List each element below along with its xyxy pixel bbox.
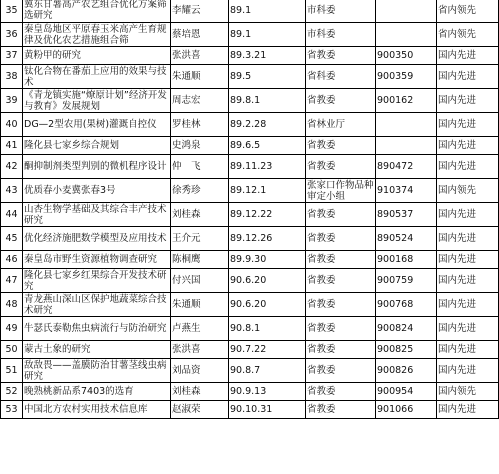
registration-number: 900954 bbox=[376, 383, 437, 401]
completion-date: 90.8.7 bbox=[229, 359, 306, 383]
appraisal-department: 市科委 bbox=[306, 0, 376, 23]
project-title: 隆化县七家乡红果综合开发技术研究 bbox=[23, 269, 171, 293]
table-row bbox=[1, 293, 499, 317]
project-title: 晚熟桃新品系7403的选育 bbox=[23, 383, 171, 401]
project-title: 钛化合物在番茄上应用的效果与技术 bbox=[23, 65, 171, 89]
registration-number: 900359 bbox=[376, 65, 437, 89]
lead-researcher: 赵淑荣 bbox=[171, 401, 229, 419]
lead-researcher: 朱通顺 bbox=[171, 65, 229, 89]
completion-date: 89.3.21 bbox=[229, 47, 306, 65]
lead-researcher: 王介元 bbox=[171, 227, 229, 251]
project-title: 冀东甘薯高产农艺组合优化方案筛选研究 bbox=[23, 0, 171, 23]
achievement-level: 国内先进 bbox=[437, 227, 499, 251]
appraisal-department: 省教委 bbox=[306, 317, 376, 341]
completion-date: 89.12.1 bbox=[229, 179, 306, 203]
lead-researcher: 朱通顺 bbox=[171, 293, 229, 317]
table-row bbox=[1, 341, 499, 359]
completion-date: 90.6.20 bbox=[229, 269, 306, 293]
registration-number: 900826 bbox=[376, 359, 437, 383]
table-body bbox=[1, 0, 499, 419]
registration-number: 900824 bbox=[376, 317, 437, 341]
appraisal-department: 省教委 bbox=[306, 293, 376, 317]
table-row bbox=[1, 317, 499, 341]
registration-number: 890524 bbox=[376, 227, 437, 251]
completion-date: 89.2.28 bbox=[229, 113, 306, 137]
table-row bbox=[1, 383, 499, 401]
project-title: 优化经济施肥数学模型及应用技术 bbox=[23, 227, 171, 251]
table-row bbox=[1, 137, 499, 155]
project-title: 中国北方农村实用技术信息库 bbox=[23, 401, 171, 419]
project-title: 《青龙镇实施“燎原计划”经济开发与教育》发展规划 bbox=[23, 89, 171, 113]
appraisal-department: 省科委 bbox=[306, 65, 376, 89]
table-row bbox=[1, 89, 499, 113]
lead-researcher: 周志宏 bbox=[171, 89, 229, 113]
row-number: 52 bbox=[1, 383, 23, 401]
achievement-level: 国内先进 bbox=[437, 251, 499, 269]
project-title: 优质春小麦冀张春3号 bbox=[23, 179, 171, 203]
achievement-level: 国内先进 bbox=[437, 359, 499, 383]
lead-researcher: 刘品资 bbox=[171, 359, 229, 383]
achievement-level: 国内先进 bbox=[437, 65, 499, 89]
registration-number: 910374 bbox=[376, 179, 437, 203]
lead-researcher: 徐秀珍 bbox=[171, 179, 229, 203]
lead-researcher: 蔡培恩 bbox=[171, 23, 229, 47]
lead-researcher: 罗桂林 bbox=[171, 113, 229, 137]
achievement-level: 国内先进 bbox=[437, 137, 499, 155]
achievement-level: 国内先进 bbox=[437, 269, 499, 293]
row-number: 44 bbox=[1, 203, 23, 227]
row-number: 37 bbox=[1, 47, 23, 65]
table-row bbox=[1, 227, 499, 251]
row-number: 39 bbox=[1, 89, 23, 113]
completion-date: 89.1 bbox=[229, 23, 306, 47]
achievement-level: 国内先进 bbox=[437, 293, 499, 317]
row-number: 46 bbox=[1, 251, 23, 269]
registration-number bbox=[376, 0, 437, 23]
appraisal-department: 省教委 bbox=[306, 155, 376, 179]
registration-number: 890537 bbox=[376, 203, 437, 227]
completion-date: 89.9.30 bbox=[229, 251, 306, 269]
row-number: 45 bbox=[1, 227, 23, 251]
appraisal-department: 省教委 bbox=[306, 251, 376, 269]
appraisal-department: 省教委 bbox=[306, 227, 376, 251]
completion-date: 89.8.1 bbox=[229, 89, 306, 113]
table-row bbox=[1, 251, 499, 269]
achievement-level: 国内先进 bbox=[437, 155, 499, 179]
project-title: 牛瑟氏泰勒焦虫病流行与防治研究 bbox=[23, 317, 171, 341]
achievement-level: 省内领先 bbox=[437, 23, 499, 47]
row-number: 51 bbox=[1, 359, 23, 383]
registration-number: 900168 bbox=[376, 251, 437, 269]
project-title: 秦皇岛市野生资源植物调查研究 bbox=[23, 251, 171, 269]
table-row bbox=[1, 269, 499, 293]
lead-researcher: 陈桐鹰 bbox=[171, 251, 229, 269]
project-title: 敌敌畏——盖膜防治甘薯茎线虫病研究 bbox=[23, 359, 171, 383]
registration-number: 890472 bbox=[376, 155, 437, 179]
appraisal-department: 省教委 bbox=[306, 47, 376, 65]
table-row bbox=[1, 23, 499, 47]
row-number: 48 bbox=[1, 293, 23, 317]
achievement-level: 国内先进 bbox=[437, 113, 499, 137]
row-number: 53 bbox=[1, 401, 23, 419]
project-title: 隆化县七家乡综合规划 bbox=[23, 137, 171, 155]
project-title: DG—2型农用(果树)灌溉自控仪 bbox=[23, 113, 171, 137]
registration-number: 900825 bbox=[376, 341, 437, 359]
table-row bbox=[1, 0, 499, 23]
appraisal-department: 省教委 bbox=[306, 89, 376, 113]
project-title: 山杏生物学基础及其综合丰产技术研究 bbox=[23, 203, 171, 227]
project-title: 秦皇岛地区平原春玉米高产生育规律及优化农艺措施组合筛 bbox=[23, 23, 171, 47]
table-row bbox=[1, 203, 499, 227]
appraisal-department: 省教委 bbox=[306, 359, 376, 383]
completion-date: 90.7.22 bbox=[229, 341, 306, 359]
lead-researcher: 仲 飞 bbox=[171, 155, 229, 179]
lead-researcher: 付兴国 bbox=[171, 269, 229, 293]
project-title: 酮抑制剂类型判别的微机程序设计 bbox=[23, 155, 171, 179]
lead-researcher: 刘桂森 bbox=[171, 203, 229, 227]
achievement-level: 国内先进 bbox=[437, 89, 499, 113]
completion-date: 90.6.20 bbox=[229, 293, 306, 317]
achievement-level: 国内先进 bbox=[437, 203, 499, 227]
table-row bbox=[1, 401, 499, 419]
completion-date: 89.11.23 bbox=[229, 155, 306, 179]
lead-researcher: 张洪喜 bbox=[171, 47, 229, 65]
achievement-level: 国内先进 bbox=[437, 317, 499, 341]
row-number: 47 bbox=[1, 269, 23, 293]
table-row bbox=[1, 179, 499, 203]
row-number: 38 bbox=[1, 65, 23, 89]
row-number: 49 bbox=[1, 317, 23, 341]
completion-date: 90.9.13 bbox=[229, 383, 306, 401]
appraisal-department: 省林业厅 bbox=[306, 113, 376, 137]
appraisal-department: 省教委 bbox=[306, 341, 376, 359]
appraisal-department: 省教委 bbox=[306, 269, 376, 293]
achievement-level: 国内先进 bbox=[437, 341, 499, 359]
appraisal-department: 市科委 bbox=[306, 23, 376, 47]
table-row bbox=[1, 113, 499, 137]
row-number: 50 bbox=[1, 341, 23, 359]
completion-date: 89.12.22 bbox=[229, 203, 306, 227]
achievement-level: 国内先进 bbox=[437, 401, 499, 419]
achievement-level: 国内先进 bbox=[437, 47, 499, 65]
project-title: 蒙古土象的研究 bbox=[23, 341, 171, 359]
registration-number: 900350 bbox=[376, 47, 437, 65]
table-row bbox=[1, 359, 499, 383]
table-row bbox=[1, 47, 499, 65]
row-number: 42 bbox=[1, 155, 23, 179]
row-number: 41 bbox=[1, 137, 23, 155]
achievement-level: 国内领先 bbox=[437, 179, 499, 203]
project-title: 黄粉甲的研究 bbox=[23, 47, 171, 65]
lead-researcher: 张洪喜 bbox=[171, 341, 229, 359]
achievement-level: 省内领先 bbox=[437, 0, 499, 23]
appraisal-department: 张家口作物品种审定小组 bbox=[307, 179, 374, 202]
achievement-level: 国内领先 bbox=[437, 383, 499, 401]
registration-number bbox=[376, 23, 437, 47]
completion-date: 89.5 bbox=[229, 65, 306, 89]
completion-date: 89.6.5 bbox=[229, 137, 306, 155]
registration-number bbox=[376, 113, 437, 137]
row-number: 35 bbox=[1, 0, 23, 23]
lead-researcher: 史鸿泉 bbox=[171, 137, 229, 155]
appraisal-department: 省教委 bbox=[306, 203, 376, 227]
completion-date: 90.10.31 bbox=[229, 401, 306, 419]
appraisal-department: 省教委 bbox=[306, 383, 376, 401]
appraisal-department: 省教委 bbox=[306, 137, 376, 155]
project-title: 青龙燕山深山区保护地蔬菜综合技术研究 bbox=[23, 293, 171, 317]
completion-date: 89.1 bbox=[229, 0, 306, 23]
completion-date: 89.12.26 bbox=[229, 227, 306, 251]
row-number: 36 bbox=[1, 23, 23, 47]
lead-researcher: 刘桂森 bbox=[171, 383, 229, 401]
registration-number: 901066 bbox=[376, 401, 437, 419]
completion-date: 90.8.1 bbox=[229, 317, 306, 341]
registration-number bbox=[376, 137, 437, 155]
registration-number: 900759 bbox=[376, 269, 437, 293]
appraisal-department: 省教委 bbox=[306, 401, 376, 419]
row-number: 43 bbox=[1, 179, 23, 203]
registration-number: 900768 bbox=[376, 293, 437, 317]
table-row bbox=[1, 65, 499, 89]
row-number: 40 bbox=[1, 113, 23, 137]
lead-researcher: 卢燕生 bbox=[171, 317, 229, 341]
lead-researcher: 李耀云 bbox=[171, 0, 229, 23]
table-row bbox=[1, 155, 499, 179]
registration-number: 900162 bbox=[376, 89, 437, 113]
